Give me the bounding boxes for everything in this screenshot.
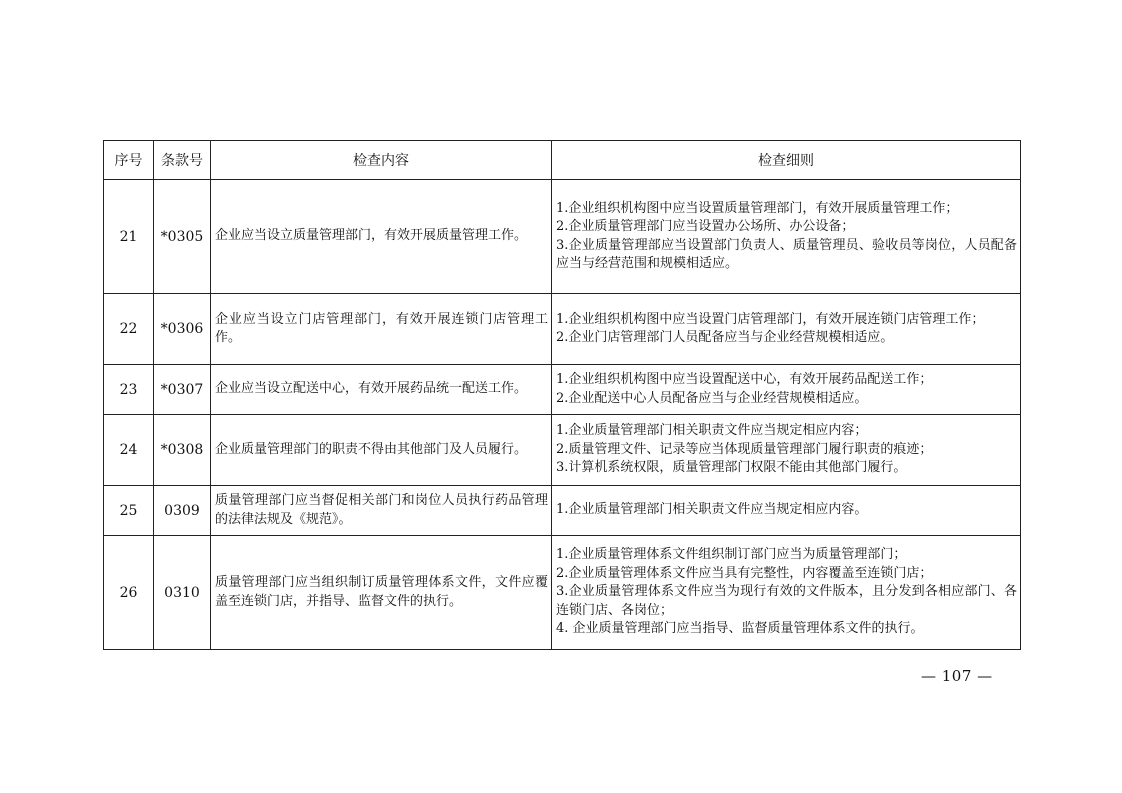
row-content: 质量管理部门应当组织制订质量管理体系文件，文件应覆盖至连锁门店，并指导、监督文件的执行。 (211, 536, 552, 650)
table-row (104, 180, 1021, 294)
table-header-row (104, 141, 1021, 180)
detail-line: 2.企业质量管理体系文件应当具有完整性，内容覆盖至连锁门店； (556, 565, 933, 581)
detail-line: 1.企业质量管理部门相关职责文件应当规定相应内容； (556, 423, 868, 439)
detail-line: 2.企业质量管理部门应当设置办公场所、办公设备； (556, 219, 855, 234)
row-details (552, 486, 1021, 536)
row-content: 企业应当设立配送中心，有效开展药品统一配送工作。 (211, 365, 552, 415)
row-index: 22 (104, 294, 154, 365)
row-clause: *0306 (154, 294, 211, 365)
detail-line: 3.计算机系统权限，质量管理部门权限不能由其他部门履行。 (556, 460, 907, 476)
row-clause: *0308 (154, 415, 211, 486)
table-row (104, 536, 1021, 650)
row-clause: *0305 (154, 180, 211, 294)
detail-line: 2.质量管理文件、记录等应当体现质量管理部门履行职责的痕迹； (556, 441, 933, 457)
detail-line: 1.企业组织机构图中应当设置质量管理部门，有效开展质量管理工作； (556, 200, 959, 216)
row-details (552, 180, 1021, 294)
detail-line: 3.企业质量管理体系文件应当为现行有效的文件版本，且分发到各相应部门、各连锁门店、各岗位； (556, 584, 1017, 618)
row-index: 23 (104, 365, 154, 415)
row-details (552, 536, 1021, 650)
header-content: 检查内容 (211, 141, 552, 180)
header-detail: 检查细则 (552, 141, 1021, 180)
row-content: 企业应当设立门店管理部门，有效开展连锁门店管理工作。 (211, 294, 552, 365)
page-number: — 107 — (921, 667, 993, 685)
detail-line: 2.企业配送中心人员配备应当与企业经营规模相适应。 (556, 390, 868, 406)
inspection-table (103, 140, 1021, 650)
row-index: 25 (104, 486, 154, 536)
row-content: 企业应当设立质量管理部门，有效开展质量管理工作。 (211, 180, 552, 294)
detail-line: 1.企业质量管理部门相关职责文件应当规定相应内容。 (556, 502, 868, 518)
detail-line: 1.企业质量管理体系文件组织制订部门应当为质量管理部门； (556, 547, 907, 563)
table-row (104, 294, 1021, 365)
row-clause: *0307 (154, 365, 211, 415)
header-index: 序号 (104, 141, 154, 180)
row-content: 质量管理部门应当督促相关部门和岗位人员执行药品管理的法律法规及《规范》。 (211, 486, 552, 536)
row-content: 企业质量管理部门的职责不得由其他部门及人员履行。 (211, 415, 552, 486)
row-clause: 0310 (154, 536, 211, 650)
row-details (552, 294, 1021, 365)
detail-line: 1.企业组织机构图中应当设置门店管理部门，有效开展连锁门店管理工作； (556, 311, 985, 327)
row-clause: 0309 (154, 486, 211, 536)
row-index: 21 (104, 180, 154, 294)
detail-line: 2.企业门店管理部门人员配备应当与企业经营规模相适应。 (556, 330, 894, 345)
table-row (104, 415, 1021, 486)
row-index: 26 (104, 536, 154, 650)
row-index: 24 (104, 415, 154, 486)
detail-line: 3.企业质量管理部应当设置部门负责人、质量管理员、验收员等岗位，人员配备应当与经营范围和规模相适应。 (556, 237, 1017, 271)
row-details (552, 415, 1021, 486)
table-row (104, 365, 1021, 415)
row-details (552, 365, 1021, 415)
detail-line: 4. 企业质量管理部门应当指导、监督质量管理体系文件的执行。 (556, 621, 924, 637)
detail-line: 1.企业组织机构图中应当设置配送中心，有效开展药品配送工作； (556, 372, 933, 387)
header-clause: 条款号 (154, 141, 211, 180)
table-row (104, 486, 1021, 536)
